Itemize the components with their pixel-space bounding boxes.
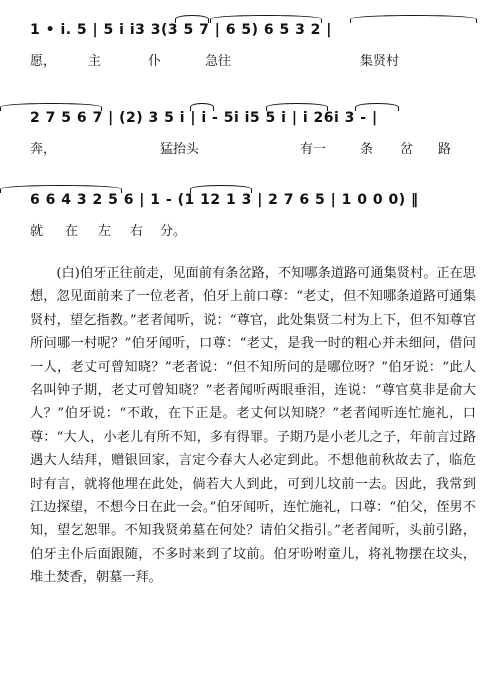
score-line-3 [0, 170, 490, 240]
score-lyrics [30, 138, 475, 156]
slur-mark [210, 15, 322, 23]
lyric-word: 主 [88, 54, 102, 69]
slur-mark [355, 103, 399, 111]
lyric-word: 急往 [205, 54, 232, 69]
prose-paragraph: (白)伯牙正往前走，见面前有条岔路，不知哪条道路可通集贤村。正在思想，忽见面前来了一位老者，伯牙上前口尊：“老丈，但不知哪条道路可通集贤村，望乞指教。”老者闻听，说：“尊官，此处集贤二村为上下，但不知尊官所问哪一村呢？”伯牙闻听，口尊：“老丈，是我一时的粗心并未细问，借问一人，老丈可曾知晓？”老者说：“但不知所问的是哪位呀？”伯牙说：“此人名叫钟子期，老丈可曾知晓？”老者闻听两眼垂泪，连说：“尊官莫非是俞大人？”伯牙说：“不敢，在下正是。老丈何以知晓？”老者闻听连忙施礼，口尊：“大人，小老儿有所不知，多有得罪。子期乃是小老儿之子，年前言过路遇大人结拜，赠银回家，言定今春大人必定到此。不想他前秋故去了，临危时有言，就将他埋在此处，倘若大人到此，可到儿坟前一去。因此，我常到江边探望，不想今日在此一会。”伯牙闻听，连忙施礼，口尊：“伯父，侄男不知，望乞恕罪。不知我贤弟墓在何处？请伯父指引。”老者闻听，头前引路，伯牙主仆后面跟随，不多时来到了坟前。伯牙吩咐童儿，将礼物摆在坟头，堆土焚香，朝墓一拜。 [30, 266, 476, 586]
slur-mark [190, 185, 252, 193]
lyric-word: 愿， [30, 54, 57, 69]
lyric-word: 条 [360, 142, 374, 157]
slur-mark [350, 15, 477, 23]
slur-mark [0, 103, 102, 111]
lyric-word: 奔， [30, 142, 57, 157]
slur-mark [266, 103, 328, 111]
slur-mark [190, 103, 214, 111]
score-line-1 [0, 0, 490, 70]
lyric-word: 岔 [400, 142, 414, 157]
lyric-word: 左 [98, 224, 112, 239]
score-line-2 [0, 88, 490, 158]
lyric-word: 路 [438, 142, 452, 157]
lyric-word: 分。 [160, 224, 187, 239]
lyric-word: 右 [130, 224, 144, 239]
lyric-word: 集贤村 [360, 54, 400, 69]
score-lyrics [30, 50, 475, 68]
lyric-word: 仆 [148, 54, 162, 69]
lyric-word: 就 [30, 224, 44, 239]
score-notes: 2 7 5 6 7 | (2) 3 5 i | i - 5i i5 5 i | i 26i 3 - | [30, 110, 378, 126]
lyric-word: 在 [65, 224, 79, 239]
score-lyrics [30, 220, 475, 238]
slur-mark [0, 185, 122, 193]
lyric-word: 有一 [300, 142, 327, 157]
prose-body [30, 262, 476, 590]
lyric-word: 猛抬头 [160, 142, 200, 157]
score-notes: 6 6 4 3 2 5 6 | 1 - (1 12 1 3 | 2 7 6 5 | 1 0 0 0) ‖ [30, 192, 419, 208]
score-notes: 1 • i. 5 | 5 i i3 3(3 5 7 | 6 5) 6 5 3 2 | [30, 22, 332, 38]
slur-mark [175, 15, 209, 23]
